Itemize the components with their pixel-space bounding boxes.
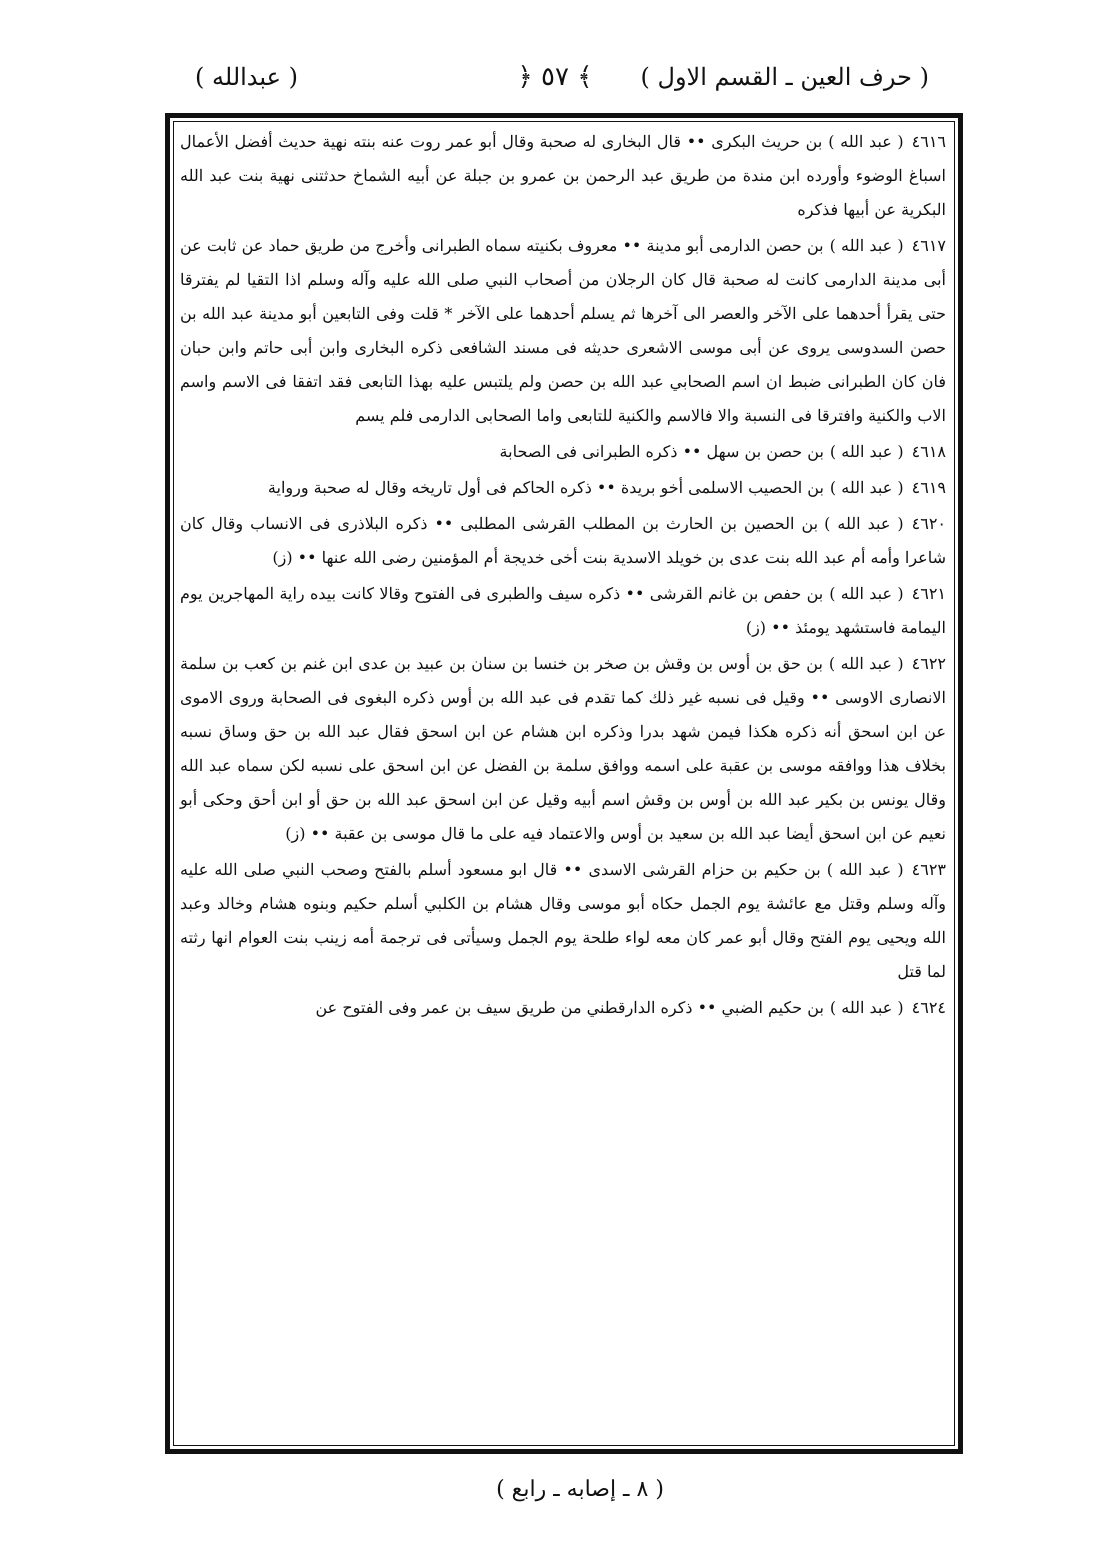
entry-7 bbox=[180, 647, 946, 851]
page-footer: ( ٨ ـ إصابه ـ رابع ) bbox=[496, 1477, 664, 1502]
entry-1 bbox=[180, 125, 946, 227]
entry-number: ٤٦٢٣ bbox=[911, 860, 946, 879]
entry-name: ( عبد الله ) bbox=[829, 584, 904, 603]
entry-number: ٤٦٢١ bbox=[911, 584, 946, 603]
entry-number: ٤٦١٨ bbox=[911, 442, 946, 461]
entry-9 bbox=[180, 991, 946, 1025]
running-header-section: ( حرف العين ـ القسم الاول ) bbox=[640, 63, 929, 91]
entry-4 bbox=[180, 471, 946, 505]
entry-number: ٤٦٢٠ bbox=[911, 514, 946, 533]
entry-number: ٤٦١٦ bbox=[911, 132, 946, 151]
entry-number: ٤٦٢٤ bbox=[911, 998, 946, 1017]
entry-name: ( عبد الله ) bbox=[829, 478, 904, 497]
entry-text: بن حكيم الضبي •• ذكره الدارقطني من طريق سيف بن عمر وفى الفتوح عن bbox=[315, 998, 824, 1017]
page-number: ﴿ ٥٧ ﴾ bbox=[517, 62, 593, 92]
entry-text: بن حفص بن غانم القرشى •• ذكره سيف والطبرى فى الفتوح وقالا كانت بيده راية المهاجرين يوم اليمامة فاستشهد يومئذ •• (ز) bbox=[180, 584, 946, 637]
entry-text: بن حريث البكرى •• قال البخارى له صحبة وقال أبو عمر روت عنه بنته نهية حديث أفضل الأعمال اسباغ الوضوء وأورده ابن مندة من طريق عبد الرحمن بن عمرو بن جبلة عن أبيه الشماخ حدثتنى نهية بنت عبد الله البكرية عن أبيها فذكره bbox=[180, 132, 946, 219]
entry-5 bbox=[180, 507, 946, 575]
entry-text: بن حكيم بن حزام القرشى الاسدى •• قال ابو مسعود أسلم بالفتح وصحب النبي صلى الله عليه وآله وسلم وقتل مع عائشة يوم الجمل حكاه أبو موسى وقال هشام بن الكلبي أسلم حكيم وبنوه هشام وخالد وعبد الله ويحيى يوم الفتح وقال أبو عمر كان معه لواء طلحة يوم الجمل وسيأتى فى ترجمة أمه زينب بنت العوام انها رثته لما قتل bbox=[180, 860, 946, 981]
entry-name: ( عبد الله ) bbox=[824, 514, 904, 533]
entry-text: بن حصن الدارمى أبو مدينة •• معروف بكنيته سماه الطبرانى وأخرج من طريق حماد عن ثابت عن أبى مدينة الدارمى كانت له صحبة قال كان الرجلان من أصحاب النبي صلى الله عليه وآله وسلم اذا التقيا لم يفترقا حتى يقرأ أحدهما على الآخر والعصر الى آخرها ثم يسلم أحدهما على الآخر * قلت وفى التابعين أبو مدينة عبد الله بن حصن السدوسى يروى عن أبى موسى الاشعرى حديثه فى مسند الشافعى ذكره البخارى وابن أبى حاتم وابن حبان فان كان الطبرانى ضبط ان اسم الصحابي عبد الله بن حصن ولم يلتبس عليه بهذا التابعى فقد اتفقا فى الاسم واسم الاب والكنية وافترقا فى النسبة والا فالاسم والكنية للتابعى واما الصحابى الدارمى فلم يسم bbox=[180, 236, 947, 425]
entry-number: ٤٦١٩ bbox=[911, 478, 946, 497]
entry-6 bbox=[180, 577, 946, 645]
entry-text: بن حق بن أوس بن وقش بن صخر بن خنسا بن سنان بن عبيد بن عدى ابن غنم بن كعب بن سلمة الانصارى الاوسى •• وقيل فى نسبه غير ذلك كما تقدم فى عبد الله بن أوس ذكره البغوى فى الصحابة وروى الاموى عن ابن اسحق أنه ذكره هكذا فيمن شهد بدرا وذكره ابن هشام عن ابن اسحق فقال عبد الله بن حق وساق نسبه بخلاف هذا ووافقه موسى بن عقبة على اسمه ووافق سلمة بن الفضل عن ابن اسحق على نسبه لكن سماه عبد الله وقال يونس بن بكير عبد الله بن أوس بن وقش اسم أبيه وقيل عن ابن اسحق عبد الله بن حق أو ابن أحق وحكى أبو نعيم عن ابن اسحق أيضا عبد الله بن سعيد بن أوس والاعتماد فيه على ما قال موسى بن عقبة •• (ز) bbox=[180, 654, 947, 843]
entry-number: ٤٦٢٢ bbox=[911, 654, 946, 673]
entry-name: ( عبد الله ) bbox=[829, 998, 904, 1017]
entry-name: ( عبد الله ) bbox=[826, 860, 904, 879]
entry-2 bbox=[180, 229, 946, 433]
entry-text: بن الحصين بن الحارث بن المطلب القرشى المطلبى •• ذكره البلاذرى فى الانساب وقال كان شاعرا وأمه أم عبد الله بنت عدى بن خويلد الاسدية بنت أخى خديجة أم المؤمنين رضى الله عنها •• (ز) bbox=[180, 514, 946, 567]
entry-text: بن الحصيب الاسلمى أخو بريدة •• ذكره الحاكم فى أول تاريخه وقال له صحبة ورواية bbox=[267, 478, 824, 497]
entry-name: ( عبد الله ) bbox=[829, 442, 904, 461]
entry-8 bbox=[180, 853, 946, 989]
entry-text: بن حصن بن سهل •• ذكره الطبرانى فى الصحابة bbox=[499, 442, 824, 461]
running-header-name: ( عبدالله ) bbox=[195, 63, 298, 91]
entry-name: ( عبد الله ) bbox=[828, 654, 904, 673]
entry-number: ٤٦١٧ bbox=[911, 236, 947, 255]
entries-body bbox=[180, 125, 946, 1445]
entry-name: ( عبد الله ) bbox=[829, 236, 904, 255]
entry-3 bbox=[180, 435, 946, 469]
entry-name: ( عبد الله ) bbox=[828, 132, 904, 151]
